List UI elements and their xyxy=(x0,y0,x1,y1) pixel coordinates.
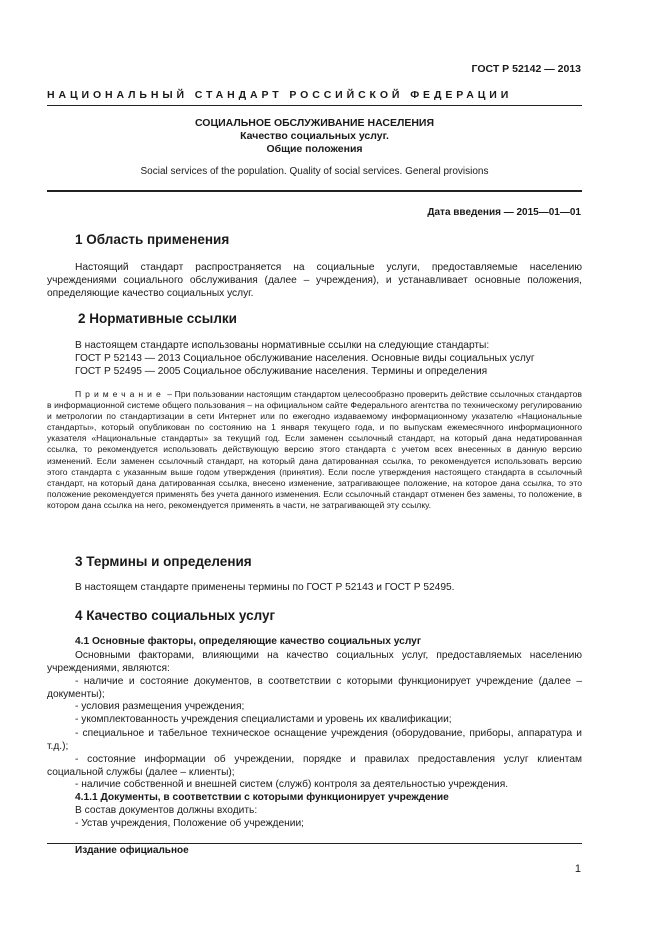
section-heading-references: 2 Нормативные ссылки xyxy=(78,311,237,326)
terms-paragraph: В настоящем стандарте применены термины по ГОСТ Р 52143 и ГОСТ Р 52495. xyxy=(75,582,455,593)
subsection-title: 4.1.1 Документы, в соответствии с которыми функционирует учреждение xyxy=(75,792,449,803)
document-code: ГОСТ Р 52142 — 2013 xyxy=(471,63,581,75)
factor-item: - укомплектованность учреждения специалистами и уровень их квалификации; xyxy=(75,714,452,725)
edition-label: Издание официальное xyxy=(75,845,189,856)
title-subtitle-2: Общие положения xyxy=(266,143,363,155)
factors-intro: Основными факторами, влияющими на качество социальных услуг, предоставляемых населению учреждениями, являются: xyxy=(47,650,582,674)
section-heading-terms: 3 Термины и определения xyxy=(75,554,252,569)
title-subtitle: Качество социальных услуг. xyxy=(240,130,389,142)
title-divider xyxy=(47,190,582,192)
factor-item: - состояние информации об учреждении, порядке и правилах предоставления услуг клиентам социальной службы (далее – клиенты); xyxy=(47,754,582,778)
factor-item: - специальное и табельное техническое оснащение учреждения (оборудование, приборы, аппаратура и т.д.); xyxy=(47,728,582,752)
note-label: Примечание xyxy=(75,389,165,399)
reference-item: ГОСТ Р 52495 — 2005 Социальное обслуживание населения. Термины и определения xyxy=(75,366,488,377)
title-main: СОЦИАЛЬНОЕ ОБСЛУЖИВАНИЕ НАСЕЛЕНИЯ xyxy=(194,117,435,129)
scope-paragraph: Настоящий стандарт распространяется на социальные услуги, предоставляемые населению учреждениями социального обслуживания (далее – учреждения), и устанавливает основные положения, определяющие качество социальных услуг. xyxy=(47,262,582,299)
introduction-date: Дата введения — 2015—01—01 xyxy=(427,207,581,218)
factor-item: - наличие собственной и внешней систем (служб) контроля за деятельностью учреждения. xyxy=(75,779,509,790)
national-standard-banner: НАЦИОНАЛЬНЫЙ СТАНДАРТ РОССИЙСКОЙ ФЕДЕРАЦИИ xyxy=(47,89,513,101)
subsection-title: 4.1 Основные факторы, определяющие качество социальных услуг xyxy=(75,636,422,647)
factor-item: - наличие и состояние документов, в соответствии с которыми функционирует учреждение (далее – документы); xyxy=(47,676,582,700)
section-heading-quality: 4 Качество социальных услуг xyxy=(75,608,276,623)
document-item: - Устав учреждения, Положение об учреждении; xyxy=(75,818,304,829)
documents-intro: В состав документов должны входить: xyxy=(75,805,258,816)
page-number: 1 xyxy=(574,863,581,875)
header-divider xyxy=(47,105,582,106)
note-text: – При пользовании настоящим стандартом целесообразно проверить действие ссылочных стандартов в информационной системе общего пользования – на официальном сайте Федерального агентства по техническому регулированию и метрологии по стандартизации в сети Интернет или по ежегодно издаваемому информационному указателю «Национальные стандарты», который опубликован по состоянию на 1 января текущего года, и по выпускам ежемесячного информационного указателя «Национальные стандарты» за текущий год. Если заменен ссылочный стандарт, на который дана недатированная ссылка, то рекомендуется использовать действующую версию этого стандарта с учетом всех внесенных в данную версию изменений. Если заменен ссылочный стандарт, на который дана датированная ссылка, то рекомендуется использовать версию этого стандарта с указанным выше годом утверждения (принятия). Если после утверждения настоящего стандарта в ссылочный стандарт, на который дана датированная ссылка, внесено изменение, затрагивающее положение, на которое дана ссылка, то это положение рекомендуется применять без учета данного изменения. Если ссылочный стандарт отменен без замены, то положение, в котором дана ссылка на него, рекомендуется применять в части, не затрагивающей эту ссылку. xyxy=(47,389,582,510)
references-note xyxy=(47,389,582,511)
reference-item: ГОСТ Р 52143 — 2013 Социальное обслуживание населения. Основные виды социальных услуг xyxy=(75,353,535,364)
section-heading-scope: 1 Область применения xyxy=(75,232,230,247)
references-intro: В настоящем стандарте использованы нормативные ссылки на следующие стандарты: xyxy=(75,340,490,351)
factor-item: - условия размещения учреждения; xyxy=(75,701,245,712)
footer-divider xyxy=(47,843,582,844)
title-english: Social services of the population. Quality of social services. General provisions xyxy=(140,166,489,177)
